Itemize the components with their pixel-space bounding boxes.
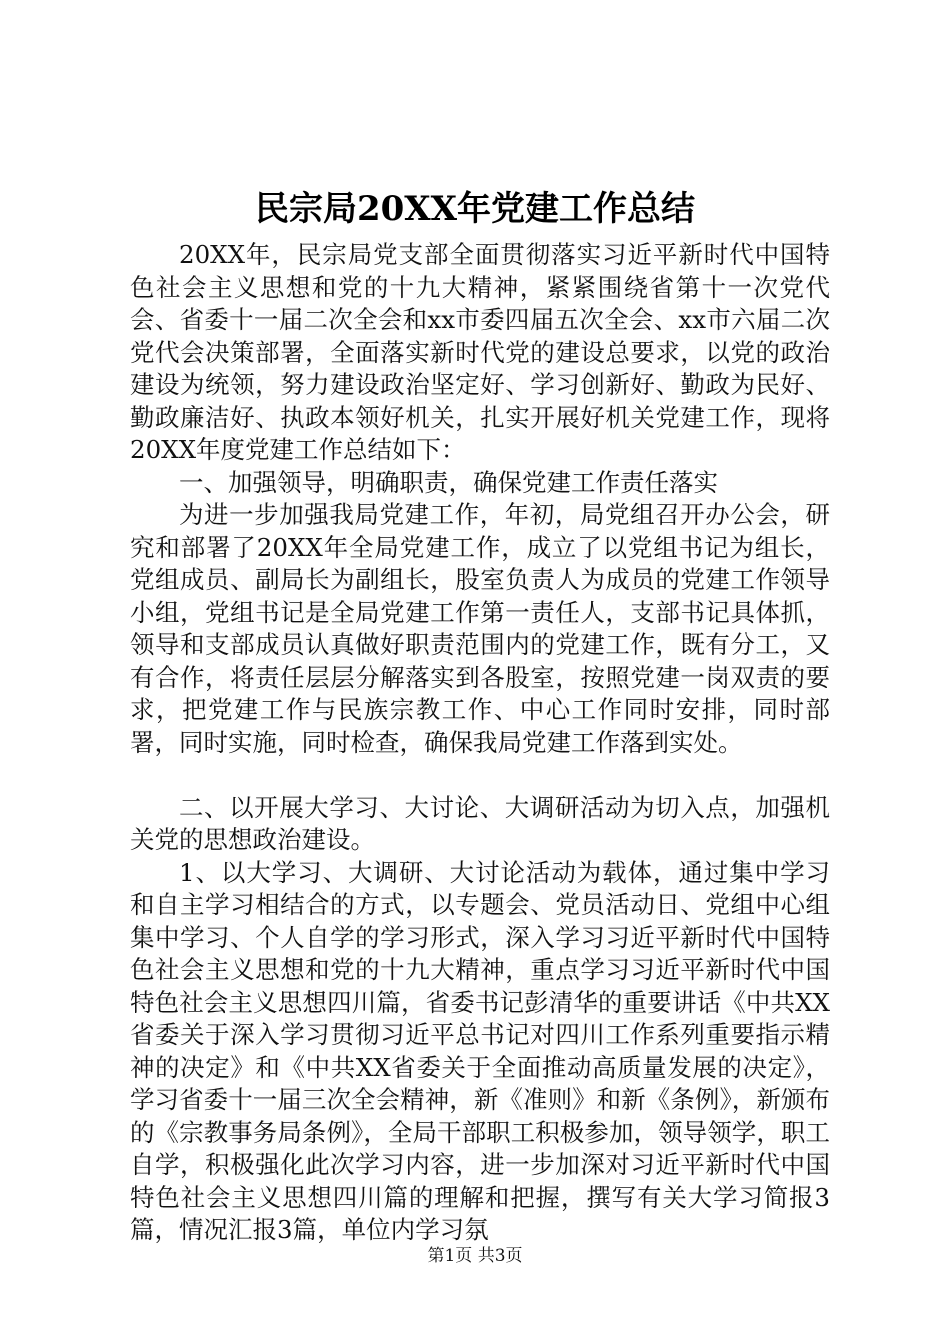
intro-paragraph: 20XX年，民宗局党支部全面贯彻落实习近平新时代中国特色社会主义思想和党的十九大精神，紧紧围绕省第十一次党代会、省委十一届二次全会和xx市委四届五次全会、xx市六届二次党代会决策部署，全面落实新时代党的建设总要求，以党的政治建设为统领，努力建设政治坚定好、学习创新好、勤政为民好、勤政廉洁好、执政本领好机关，扎实开展好机关党建工作，现将20XX年度党建工作总结如下： bbox=[130, 240, 830, 464]
document-title: 民宗局20XX年党建工作总结 bbox=[254, 189, 696, 229]
section-1-paragraph: 为进一步加强我局党建工作，年初，局党组召开办公会，研究和部署了20XX年全局党建工作，成立了以党组书记为组长，党组成员、副局长为副组长，股室负责人为成员的党建工作领导小组，党组书记是全局党建工作第一责任人，支部书记具体抓，领导和支部成员认真做好职责范围内的党建工作，既有分工，又有合作，将责任层层分解落实到各股室，按照党建一岗双责的要求，把党建工作与民族宗教工作、中心工作同时安排，同时部署，同时实施，同时检查，确保我局党建工作落到实处。 bbox=[130, 500, 830, 757]
section-2-item-1-paragraph: 1、以大学习、大调研、大讨论活动为载体，通过集中学习和自主学习相结合的方式，以专题会、党员活动日、党组中心组集中学习、个人自学的学习形式，深入学习习近平新时代中国特色社会主义思想和党的十九大精神，重点学习习近平新时代中国特色社会主义思想四川篇，省委书记彭清华的重要讲话《中共XX省委关于深入学习贯彻习近平总书记对四川工作系列重要指示精神的决定》和《中共XX省委关于全面推动高质量发展的决定》，学习省委十一届三次全会精神，新《准则》和新《条例》，新颁布的《宗教事务局条例》，全局干部职工积极参加，领导领学，职工自学，积极强化此次学习内容，进一步加深对习近平新时代中国特色社会主义思想四川篇的理解和把握，撰写有关大学习简报3篇，情况汇报3篇，单位内学习氛 bbox=[130, 857, 830, 1244]
document-body bbox=[130, 239, 830, 1247]
section-heading-2: 二、以开展大学习、大讨论、大调研活动为切入点，加强机关党的思想政治建设。 bbox=[130, 792, 830, 854]
page-footer: 第1页 共3页 bbox=[427, 1246, 523, 1266]
paragraph-gap bbox=[130, 759, 830, 792]
section-heading-1: 一、加强领导，明确职责，确保党建工作责任落实 bbox=[179, 467, 718, 497]
